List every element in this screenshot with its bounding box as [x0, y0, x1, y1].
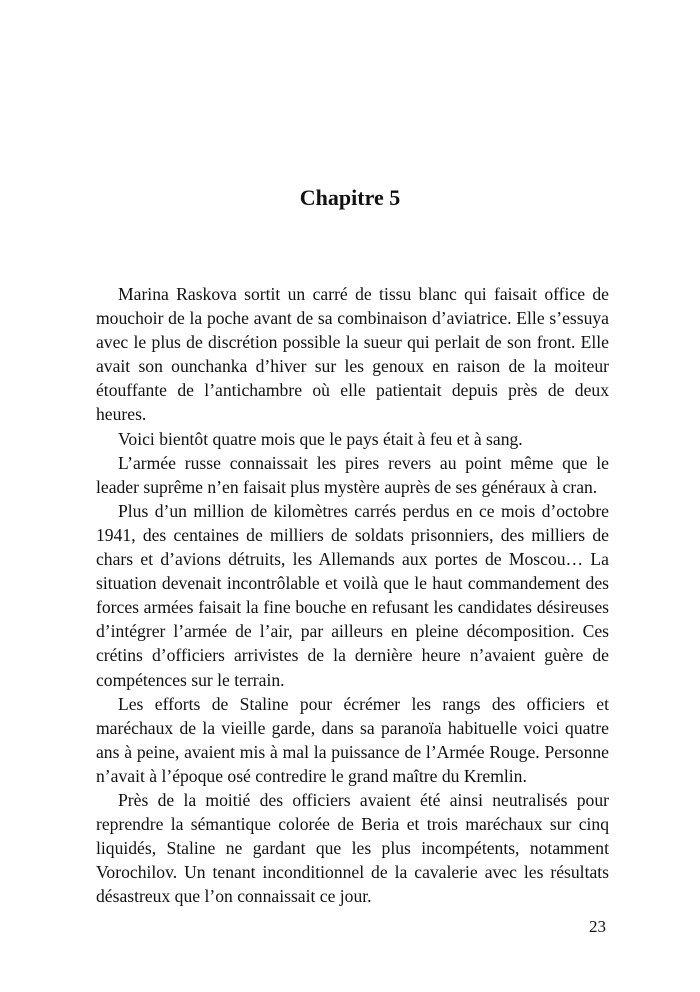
page-number: 23 [589, 917, 606, 936]
paragraph: Marina Raskova sortit un carré de tissu blanc qui faisait office de mouchoir de la poche avant de sa combinaison d’aviatrice. Elle s’essuya avec le plus de discrétion possible la sueur qui perlait de son front. Elle avait son ounchanka d’hiver sur les genoux en raison de la moiteur étouffante de l’antichambre où elle patientait depuis près de deux heures. [96, 284, 609, 425]
chapter-title: Chapitre 5 [299, 185, 401, 210]
chapter-body [96, 282, 609, 908]
paragraph: Les efforts de Staline pour écrémer les rangs des officiers et maréchaux de la vieille garde, dans sa paranoïa habituelle voici quatre ans à peine, avaient mis à mal la puissance de l’Armée Rouge. Personne n’avait à l’époque osé contredire le grand maître du Kremlin. [96, 693, 609, 786]
paragraph: Voici bientôt quatre mois que le pays était à feu et à sang. [118, 428, 523, 449]
paragraph: Plus d’un million de kilomètres carrés perdus en ce mois d’octobre 1941, des centaines de milliers de soldats prisonniers, des milliers de chars et d’avions détruits, les Allemands aux portes de Moscou… La situation devenait incontrôlable et voilà que le haut commandement des forces armées faisait la fine bouche en refusant les candidates désireuses d’intégrer l’armée de l’air, par ailleurs en pleine décomposition. Ces crétins d’officiers arrivistes de la dernière heure n’avaient guère de compétences sur le terrain. [96, 500, 609, 690]
paragraph: L’armée russe connaissait les pires revers au point même que le leader suprême n’en faisait plus mystère auprès de ses généraux à cran. [96, 452, 609, 497]
paragraph: Près de la moitié des officiers avaient été ainsi neutralisés pour reprendre la sémantique colorée de Beria et trois maréchaux sur cinq liquidés, Staline ne gardant que les plus incompétents, notamment Vorochilov. Un tenant inconditionnel de la cavalerie avec les résultats désastreux que l’on connaissait ce jour. [96, 789, 609, 907]
